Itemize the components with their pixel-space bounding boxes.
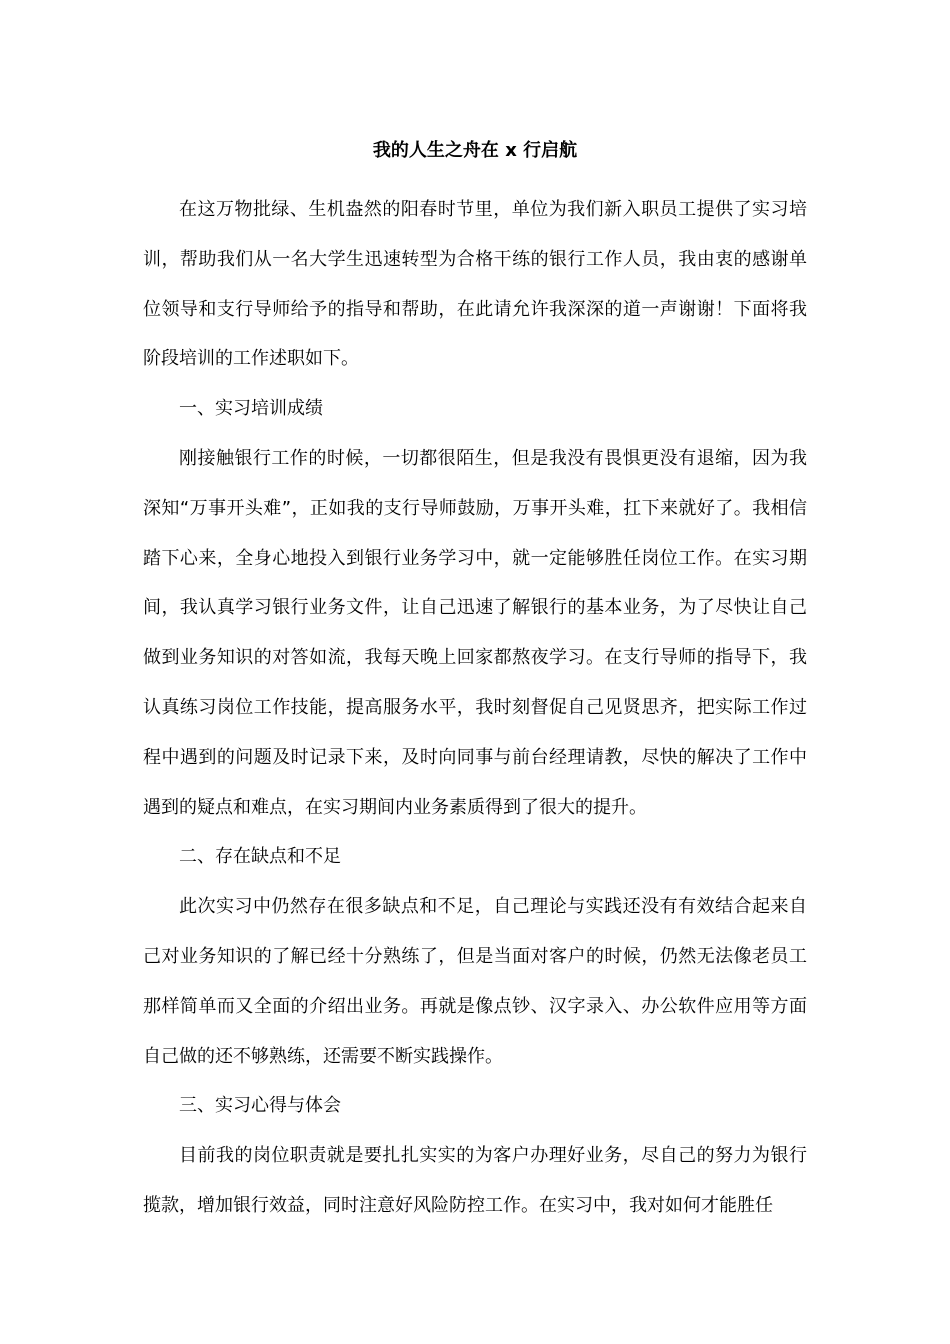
paragraph-intro: 在这万物批绿、生机盎然的阳春时节里，单位为我们新入职员工提供了实习培训，帮助我们从一名大学生迅速转型为合格干练的银行工作人员，我由衷的感谢单位领导和支行导师给予的指导和帮助，在此请允许我深深的道一声谢谢！下面将我阶段培训的工作述职如下。 bbox=[143, 199, 807, 370]
paragraph-achievements: 刚接触银行工作的时候，一切都很陌生，但是我没有畏惧更没有退缩，因为我深知“万事开头难”，正如我的支行导师鼓励，万事开头难，扛下来就好了。我相信踏下心来，全身心地投入到银行业务学习中，就一定能够胜任岗位工作。在实习期间，我认真学习银行业务文件，让自己迅速了解银行的基本业务，为了尽快让自己做到业务知识的对答如流，我每天晚上回家都熬夜学习。在支行导师的指导下，我认真练习岗位工作技能，提高服务水平，我时刻督促自己见贤思齐，把实际工作过程中遇到的问题及时记录下来，及时向同事与前台经理请教，尽快的解决了工作中遇到的疑点和难点，在实习期间内业务素质得到了很大的提升。 bbox=[143, 447, 807, 818]
paragraph-experience: 目前我的岗位职责就是要扎扎实实的为客户办理好业务，尽自己的努力为银行揽款，增加银行效益，同时注意好风险防控工作。在实习中，我对如何才能胜任 bbox=[143, 1145, 807, 1216]
section-heading-experience: 三、实习心得与体会 bbox=[179, 1095, 341, 1117]
section-heading-achievements: 一、实习培训成绩 bbox=[179, 398, 323, 420]
document-title: 我的人生之舟在 x 行启航 bbox=[372, 140, 578, 161]
document-body bbox=[143, 185, 807, 1231]
section-heading-shortcomings: 二、存在缺点和不足 bbox=[179, 846, 341, 868]
paragraph-shortcomings: 此次实习中仍然存在很多缺点和不足，自己理论与实践还没有有效结合起来自己对业务知识的了解已经十分熟练了，但是当面对客户的时候，仍然无法像老员工那样简单而又全面的介绍出业务。再就是像点钞、汉字录入、办公软件应用等方面自己做的还不够熟练，还需要不断实践操作。 bbox=[143, 896, 807, 1067]
